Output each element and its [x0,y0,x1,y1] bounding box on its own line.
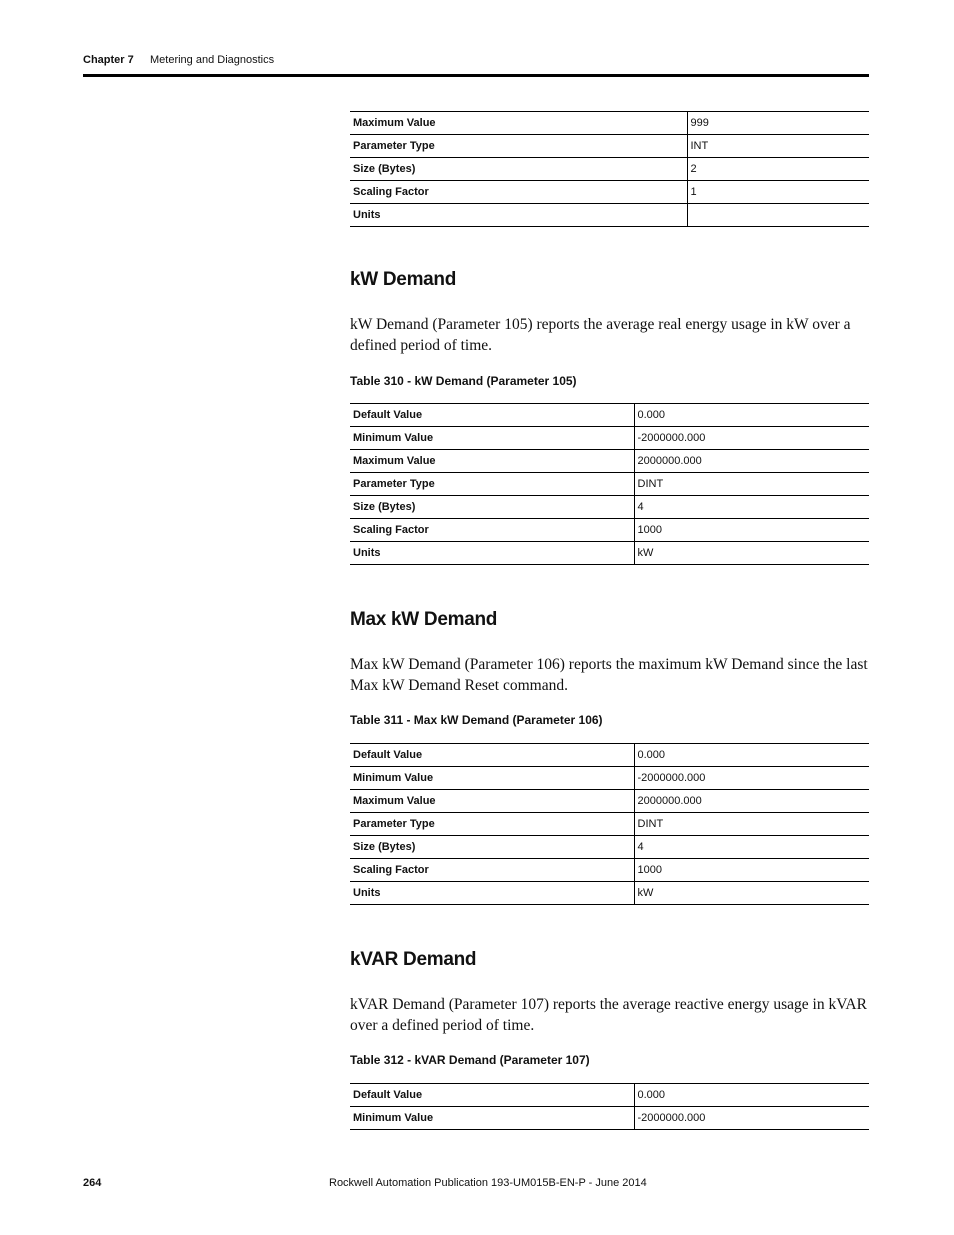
param-key: Minimum Value [350,1107,634,1130]
table-row [350,473,869,496]
header-rule [83,74,869,77]
param-key: Units [350,882,634,905]
param-key: Size (Bytes) [350,836,634,859]
table-row [350,496,869,519]
page-header [83,52,869,76]
param-key: Minimum Value [350,427,634,450]
table-row [350,882,869,905]
param-value: 1000 [634,519,869,542]
publication-info: Rockwell Automation Publication 193-UM015B-EN-P - June 2014 [329,1177,647,1189]
section-heading-kw-demand: kW Demand [350,269,457,290]
page-number: 264 [83,1177,102,1189]
param-value: INT [687,135,869,158]
table-row [350,767,869,790]
param-value: DINT [634,473,869,496]
top-parameter-table-container [350,111,869,227]
param-value: 1000 [634,859,869,882]
table-row [350,836,869,859]
param-key: Default Value [350,1084,634,1107]
param-key: Maximum Value [350,450,634,473]
table-row [350,1107,869,1130]
param-key: Scaling Factor [350,859,634,882]
param-key: Scaling Factor [350,519,634,542]
table-row [350,542,869,565]
table-row [350,859,869,882]
table-row [350,112,869,135]
param-value: 0.000 [634,744,869,767]
section-heading-max-kw-demand: Max kW Demand [350,609,498,630]
param-value: 0.000 [634,404,869,427]
param-key: Units [350,204,687,227]
kw-demand-table [350,403,869,565]
table-caption-311: Table 311 - Max kW Demand (Parameter 106) [350,713,603,727]
param-value: kW [634,542,869,565]
param-key: Default Value [350,404,634,427]
chapter-title: Metering and Diagnostics [150,54,275,66]
kvar-demand-table [350,1083,869,1130]
param-value: 4 [634,496,869,519]
chapter-label: Chapter 7 [83,54,134,66]
max-kw-demand-table-container [350,743,869,905]
param-key: Maximum Value [350,112,687,135]
table-row [350,135,869,158]
kvar-demand-table-container [350,1083,869,1130]
top-parameter-table [350,111,869,227]
max-kw-demand-table [350,743,869,905]
param-value: -2000000.000 [634,427,869,450]
section-body-kw-demand: kW Demand (Parameter 105) reports the average real energy usage in kW over a defined period of time. [350,316,851,354]
param-key: Size (Bytes) [350,496,634,519]
param-value: DINT [634,813,869,836]
table-caption-312: Table 312 - kVAR Demand (Parameter 107) [350,1053,590,1067]
param-value: -2000000.000 [634,1107,869,1130]
param-value: 2 [687,158,869,181]
param-value: 2000000.000 [634,450,869,473]
table-row [350,450,869,473]
table-row [350,404,869,427]
param-value: 999 [687,112,869,135]
table-row [350,427,869,450]
table-row [350,790,869,813]
param-key: Parameter Type [350,135,687,158]
table-row [350,204,869,227]
param-key: Units [350,542,634,565]
table-row [350,158,869,181]
param-value: -2000000.000 [634,767,869,790]
param-value: 4 [634,836,869,859]
param-key: Parameter Type [350,473,634,496]
table-row [350,519,869,542]
table-row [350,1084,869,1107]
param-value: 0.000 [634,1084,869,1107]
param-key: Parameter Type [350,813,634,836]
table-row [350,181,869,204]
section-body-kvar-demand: kVAR Demand (Parameter 107) reports the average reactive energy usage in kVAR over a defined period of time. [350,996,867,1034]
param-key: Scaling Factor [350,181,687,204]
table-caption-310: Table 310 - kW Demand (Parameter 105) [350,374,577,388]
table-row [350,744,869,767]
param-key: Maximum Value [350,790,634,813]
param-key: Size (Bytes) [350,158,687,181]
kw-demand-table-container [350,403,869,565]
param-value: 1 [687,181,869,204]
param-value [687,204,869,227]
table-row [350,813,869,836]
section-heading-kvar-demand: kVAR Demand [350,949,477,970]
param-value: 2000000.000 [634,790,869,813]
section-body-max-kw-demand: Max kW Demand (Parameter 106) reports the maximum kW Demand since the last Max kW Demand Reset command. [350,656,868,694]
param-value: kW [634,882,869,905]
param-key: Default Value [350,744,634,767]
param-key: Minimum Value [350,767,634,790]
